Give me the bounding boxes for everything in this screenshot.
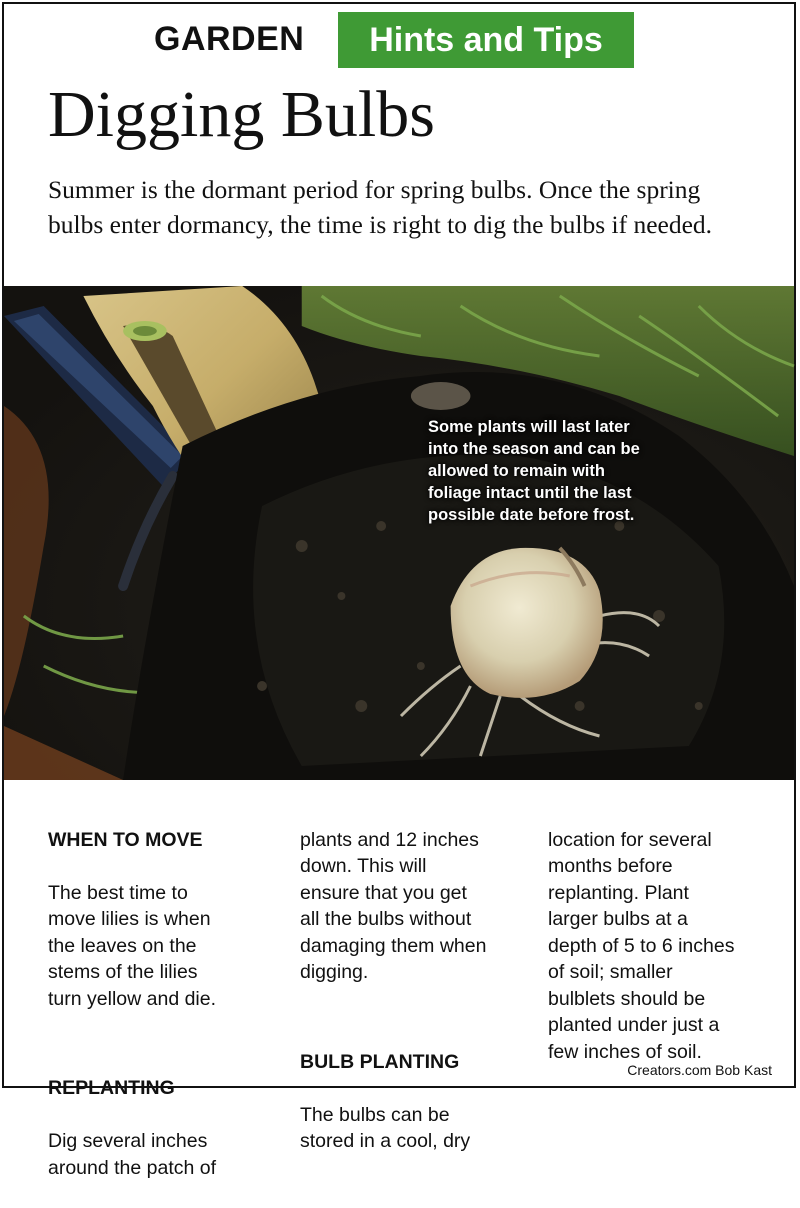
text-column-3 [548, 800, 788, 1092]
article-intro: Summer is the dormant period for spring bulbs. Once the spring bulbs enter dormancy, the time is right to dig the bulbs if needed. [48, 175, 713, 239]
section-tag: Hints and Tips [338, 12, 634, 68]
photo-caption: Some plants will last later into the season and can be allowed to remain with foliage intact until the last possible date before frost. [428, 418, 640, 524]
heading-replanting: REPLANTING [48, 1077, 175, 1099]
paragraph-replanting-start: Dig several inches around the patch of [48, 1130, 217, 1179]
photo-credit: Creators.com Bob Kast [627, 1062, 772, 1078]
paragraph-when-to-move: The best time to move lilies is when the leaves on the stems of the lilies turn yellow and die. [48, 881, 217, 1010]
text-column-2 [300, 800, 540, 1181]
header [4, 8, 794, 70]
spacer [48, 1039, 283, 1049]
spacer [300, 1012, 540, 1022]
text-column-1 [48, 800, 283, 1208]
paragraph-replanting-continued: plants and 12 inches down. This will ensure that you get all the bulbs without damaging them when digging. [300, 828, 487, 983]
heading-when-to-move: WHEN TO MOVE [48, 828, 203, 851]
bulb-digging-photo [4, 286, 794, 780]
article-photo [4, 286, 794, 780]
heading-bulb-planting: BULB PLANTING [300, 1050, 460, 1073]
article-title: Digging Bulbs [48, 78, 435, 151]
article-frame [2, 2, 796, 1179]
section-kicker: GARDEN [154, 20, 305, 58]
paragraph-bulb-planting-continued: location for several months before replanting. Plant larger bulbs at a depth of 5 to 6 inches of soil; smaller bulblets should be planted under just a few inches of soil. [548, 828, 735, 1063]
paragraph-bulb-planting-start: The bulbs can be stored in a cool, dry [300, 1103, 471, 1152]
